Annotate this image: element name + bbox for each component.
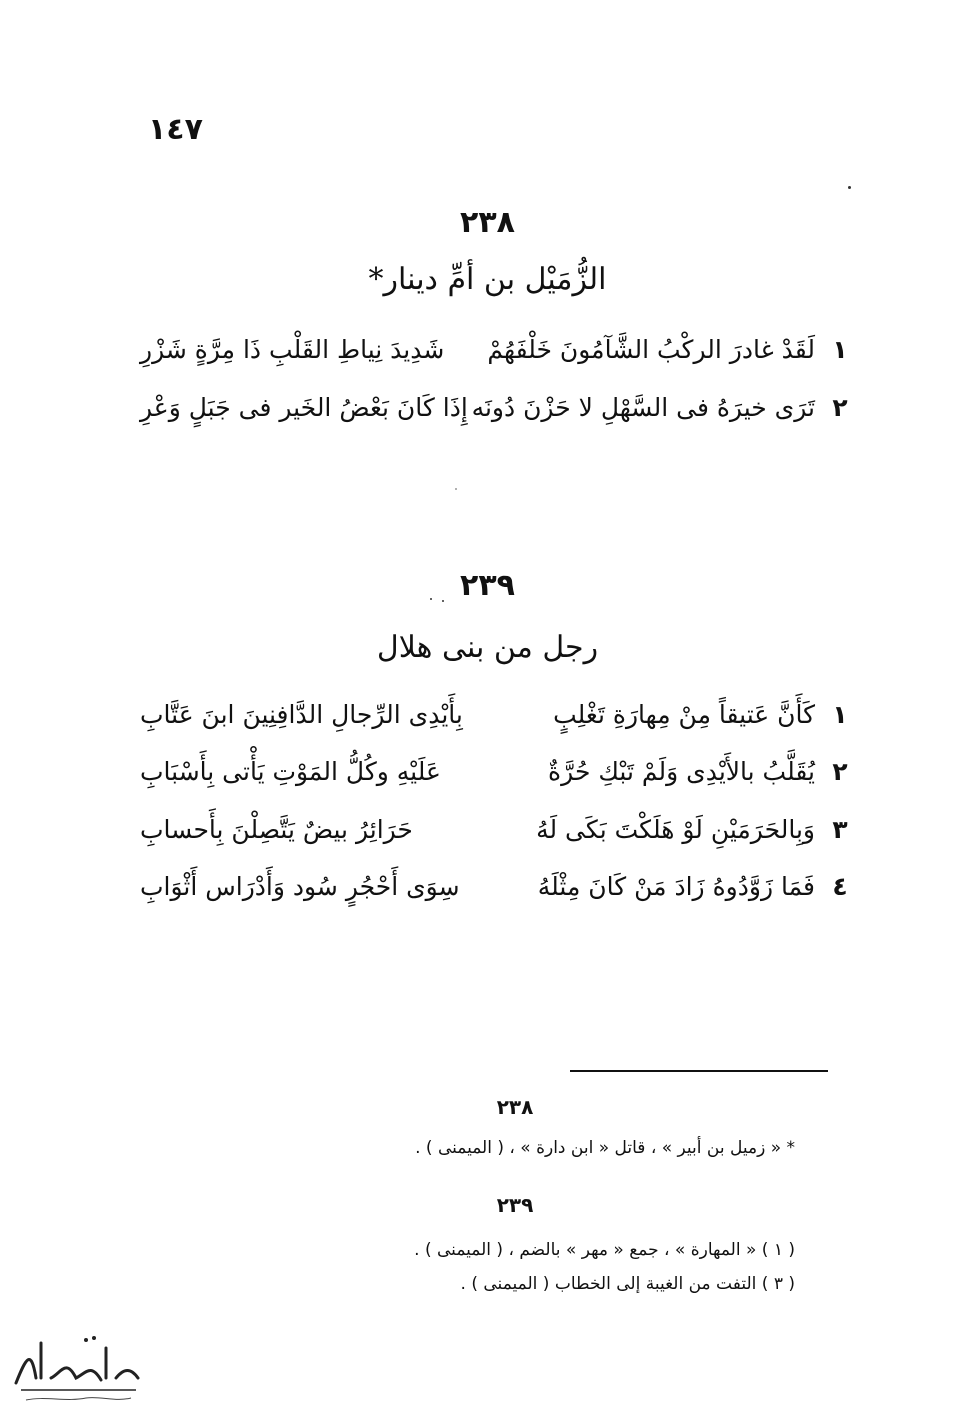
footnote-line: ( ٣ ) التفت من الغيبة إلى الخطاب ( الميمنى ) . xyxy=(460,1274,795,1294)
verse-first-hemistich: فَمَا زَوَّدُوهُ زَادَ مَنْ كَانَ مِثْلَهُ xyxy=(537,872,815,901)
scan-speck xyxy=(455,488,457,490)
page-number: ١٤٧ xyxy=(148,112,203,147)
verse-second-hemistich: شَدِيدَ نِياطِ القَلْبِ ذَا مِرَّةٍ شَزْرِ xyxy=(140,335,445,364)
verse-first-hemistich: يُقَلَّبُ بالأَيْدِى وَلَمْ تَبْكِ حُرَّةٌ xyxy=(548,757,815,786)
verse-first-hemistich: كَأَنَّ عَتيقاً مِنْ مِهارَةِ تَغْلِبٍ xyxy=(553,700,815,729)
footnote-line: * « زميل بن أبير » ، قاتل « ابن دارة » ، ( الميمنى ) . xyxy=(415,1138,795,1158)
verse-second-hemistich: حَرَائِرُ بيضٌ يَتَّصِلْنَ بِأَحسابِ xyxy=(140,815,413,844)
verse-line xyxy=(140,757,855,807)
verse-first-hemistich: وَبِالحَرَمَيْنِ لَوْ هَلَكْتَ بَكَى لَهُ xyxy=(536,815,815,844)
verse-first-hemistich: تَرَى خيرَهُ فى السَّهْلِ لا حَزْنَ دُونَه xyxy=(471,393,815,422)
scan-speck xyxy=(442,600,444,602)
verse-line xyxy=(140,815,855,865)
footnote-line: ( ١ ) « المهارة » ، جمع « مهر » بالضم ، ( الميمنى ) . xyxy=(414,1240,795,1260)
footnote-divider xyxy=(570,1070,828,1072)
verse-number: ٣ xyxy=(832,815,848,844)
footnote-heading: ٢٣٨ xyxy=(496,1095,534,1119)
verse-number: ١ xyxy=(832,335,848,364)
verse-number: ٢ xyxy=(832,393,848,422)
poem-number: ٢٣٩ xyxy=(460,568,515,603)
verse-line xyxy=(140,393,855,443)
scan-speck xyxy=(848,186,851,189)
verse-line xyxy=(140,700,855,750)
scan-speck xyxy=(430,598,432,600)
poem-title: رجل من بنى هلال xyxy=(376,630,599,665)
verse-first-hemistich: لَقَدْ غادرَ الركْبُ الشَّآمُونَ خَلْفَهُمْ xyxy=(487,335,815,364)
verse-second-hemistich: إِذَا كَانَ بَعْضُ الخَير فى جَبَلٍ وَعْرِ xyxy=(140,393,468,422)
verse-second-hemistich: بِأَيْدِى الرِّجالِ الدَّافِنِينَ ابنَ عَتَّابِ xyxy=(140,700,463,729)
poem-number: ٢٣٨ xyxy=(460,205,515,240)
verse-number: ١ xyxy=(832,700,848,729)
poem-title: الزُّمَيْل بن أمِّ دينار* xyxy=(368,262,607,297)
verse-number: ٢ xyxy=(832,757,848,786)
footnote-heading: ٢٣٩ xyxy=(496,1193,534,1217)
verse-line xyxy=(140,335,855,385)
verse-second-hemistich: عَلَيْهِ وكُلُّ المَوْتِ يَأْتى بِأَسْبَابِ xyxy=(140,757,441,786)
verse-number: ٤ xyxy=(832,872,848,901)
library-stamp-logo xyxy=(6,1328,146,1408)
verse-second-hemistich: سِوَى أَحْجُرٍ سُود وَأَدْرَاس أَثْوَابِ xyxy=(140,872,460,901)
verse-line xyxy=(140,872,855,922)
